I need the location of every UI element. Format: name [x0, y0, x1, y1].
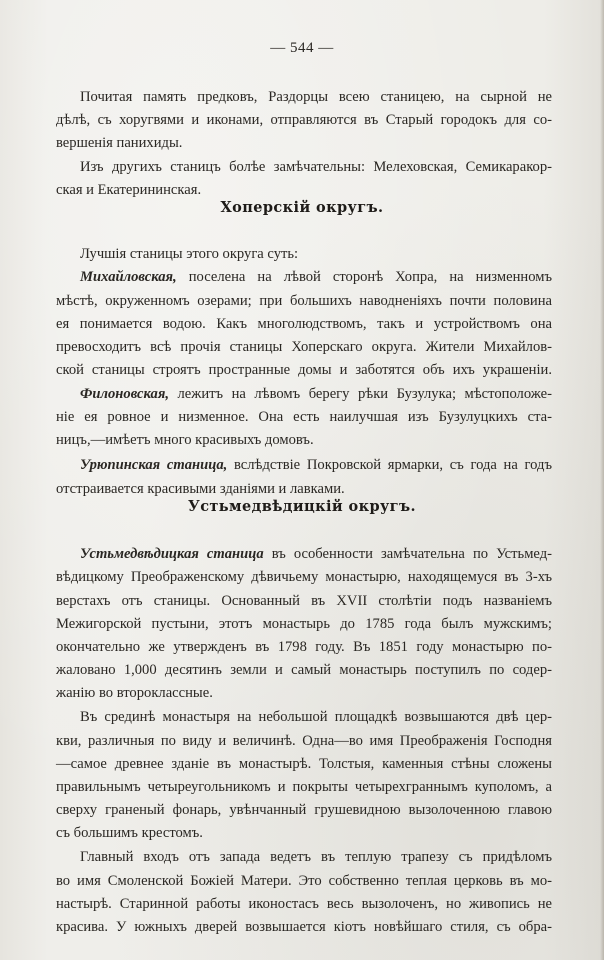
text-line: Изъ другихъ станицъ болѣе замѣчательны: Мелеховская, Семикаракор- — [80, 159, 552, 175]
text-line — [80, 456, 552, 475]
text-line: окончательно же утвержденъ въ 1798 году. Въ 1851 году монастырю по- — [56, 639, 552, 655]
page-number: — 544 — — [270, 40, 334, 56]
text-line: ская и Екатерининская. — [56, 182, 202, 198]
text-line: съ большимъ крестомъ. — [56, 825, 203, 841]
text-line: ской станицы строятъ пространные домы и заботятся объ ихъ украшеніи. — [56, 362, 552, 378]
text-line: настырѣ. Старинной работы иконостасъ весь вызолоченъ, но живопись не — [56, 896, 552, 912]
text-line: дѣлѣ, съ хоругвями и иконами, отправляются въ Старый городокъ для со- — [56, 112, 552, 128]
text-line — [80, 545, 552, 564]
place-name-italic: Урюпинская станица, — [80, 457, 228, 473]
text-span: вслѣдствіе Покровской ярмарки, съ года на годъ — [227, 457, 552, 473]
text-line: отстраивается красивыми зданіями и лавками. — [56, 481, 345, 497]
text-line: Главный входъ отъ запада ведетъ въ теплую трапезу съ придѣломъ — [80, 849, 552, 865]
text-line: вершенія панихиды. — [56, 135, 183, 151]
place-name-italic: Филоновская, — [80, 386, 170, 402]
text-span: въ особенности замѣчательна по Устьмед- — [263, 546, 552, 562]
section-heading-khoper: Хоперскій округъ. — [220, 199, 384, 216]
text-line: вѣдицкому Преображенскому дѣвичьему монастырю, находящемуся въ 3-хъ — [56, 569, 552, 585]
text-line: жанію во второклассные. — [56, 685, 213, 701]
text-line: ея понимается водою. Какъ многолюдствомъ, такъ и устройствомъ она — [56, 316, 552, 332]
text-line: Почитая память предковъ, Раздорцы всею станицею, на сырной не — [80, 89, 552, 105]
text-line: верстахъ отъ станицы. Основанный въ XVII столѣтіи подъ названіемъ — [56, 593, 552, 609]
text-line: красива. У южныхъ дверей возвышается кіотъ новѣйшаго стиля, съ обра- — [56, 919, 552, 935]
text-line: —самое древнее зданіе въ монастырѣ. Толстыя, каменныя стѣны сложены — [56, 756, 552, 772]
text-line: Въ срединѣ монастыря на небольшой площадкѣ возвышаются двѣ цер- — [80, 709, 552, 725]
text-line: ніе ея ровное и низменное. Она есть наилучшая изъ Бузулуцкихъ ста- — [56, 409, 552, 425]
text-line: Лучшія станицы этого округа суть: — [80, 246, 299, 262]
text-line — [80, 268, 552, 287]
place-name-italic: Михайловская, — [80, 269, 177, 285]
text-line: ницъ,—имѣетъ много красивыхъ домовъ. — [56, 432, 314, 448]
text-span: лежитъ на лѣвомъ берегу рѣки Бузулука; мѣстоположе- — [169, 386, 552, 402]
text-line: правильнымъ четыреугольникомъ и покрыты четырехграннымъ куполомъ, а — [56, 779, 552, 795]
text-line: во имя Смоленской Божіей Матери. Это собственно теплая церковь въ мо- — [56, 873, 552, 889]
page-edge-shadow — [600, 0, 604, 960]
text-line: Межигорской пустыни, этотъ монастырь до 1785 года былъ мужскимъ; — [56, 616, 552, 632]
section-heading-ustmed: Устьмедвѣдицкій округъ. — [188, 498, 416, 515]
text-span: поселена на лѣвой сторонѣ Хопра, на низменномъ — [176, 269, 552, 285]
text-line: превосходитъ всѣ прочія станицы Хоперскаго округа. Жители Михайлов- — [56, 339, 552, 355]
text-line: мѣстѣ, окруженномъ озерами; при большихъ наводненіяхъ почти половина — [56, 293, 552, 309]
text-line — [80, 385, 552, 404]
text-line: кви, различныя по виду и величинѣ. Одна—во имя Преображенія Господня — [56, 733, 552, 749]
place-name-italic: Устьмедвѣдицкая станица — [80, 546, 264, 562]
text-line: сверху граненый фонарь, увѣнчанный грушевидною вызолоченною главою — [56, 802, 552, 818]
text-line: жаловано 1,000 десятинъ земли и самый монастырь поступилъ по содер- — [56, 662, 552, 678]
